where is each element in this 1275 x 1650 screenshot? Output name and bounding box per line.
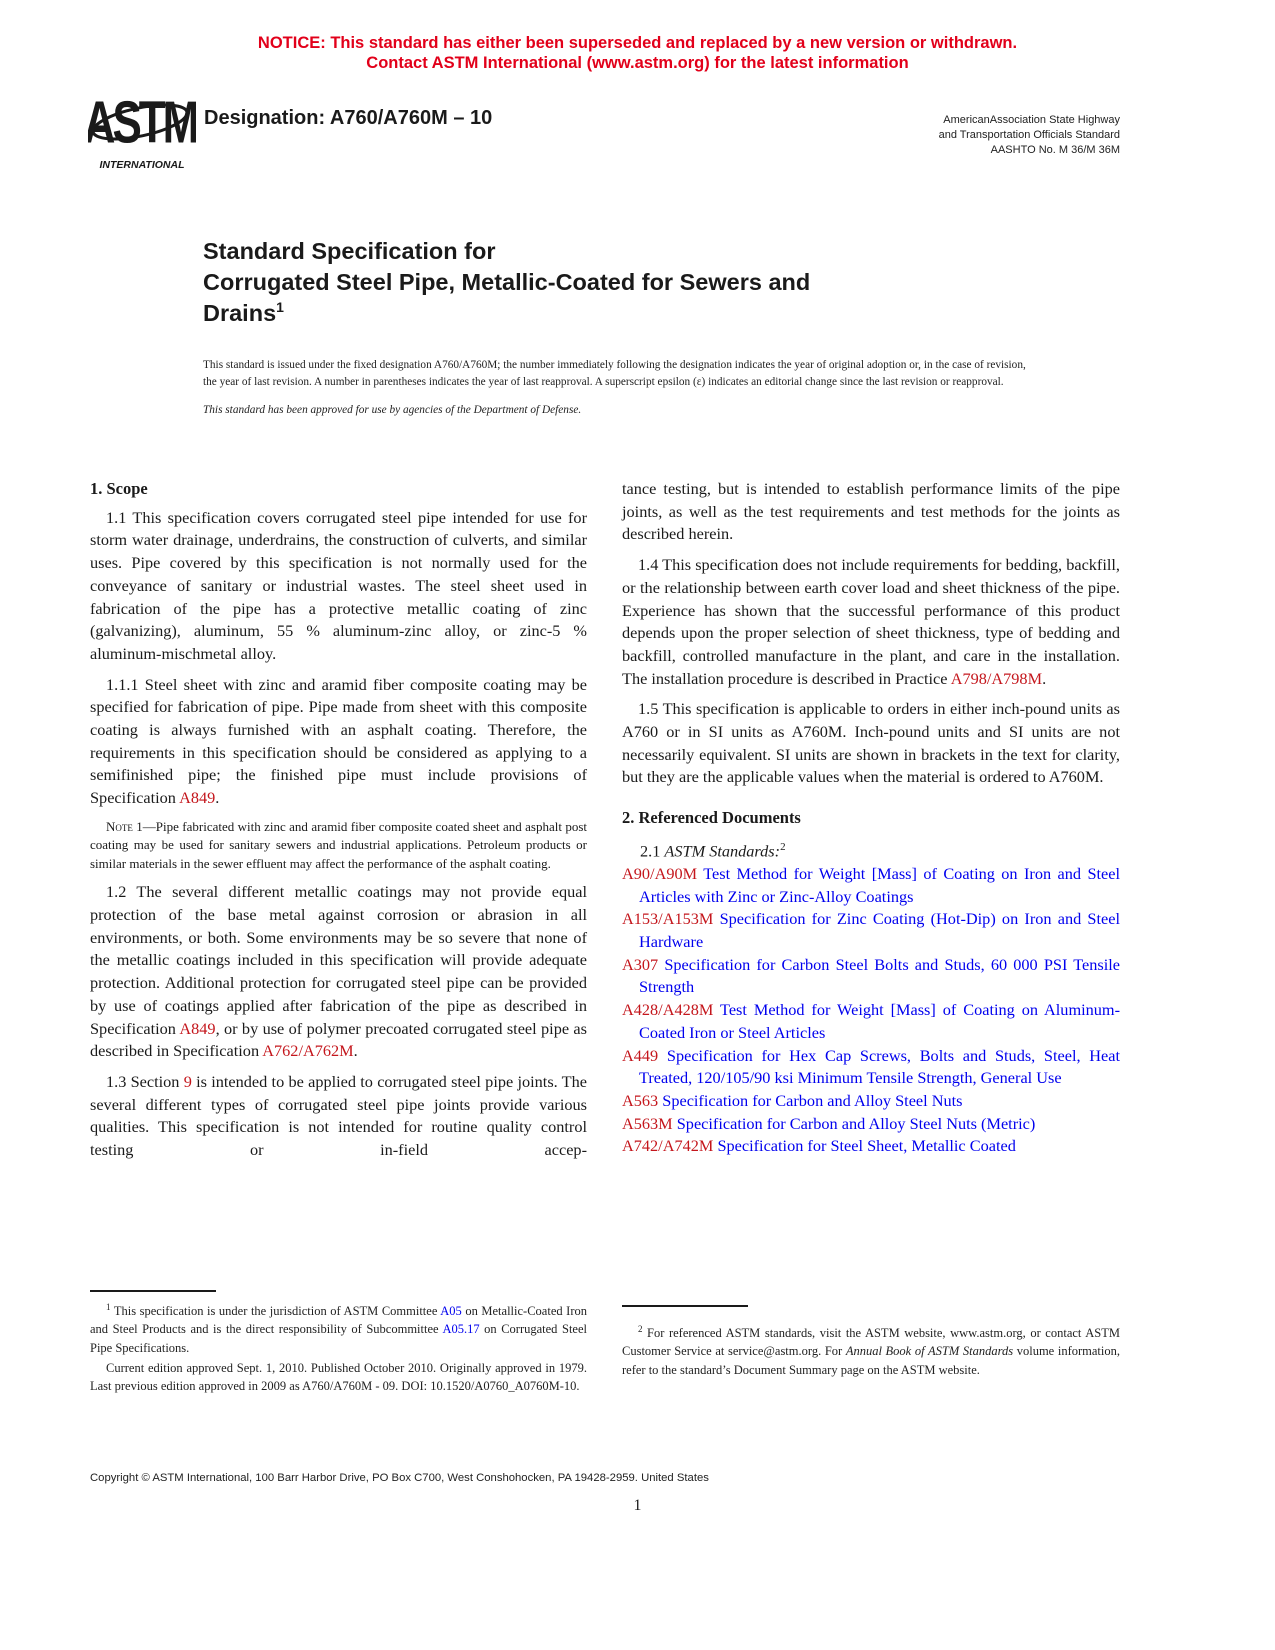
- paragraph-1-4: [622, 554, 1120, 690]
- reference-item[interactable]: [622, 908, 1120, 953]
- note-text: —Pipe fabricated with zinc and aramid fiber composite coated sheet and asphalt post coating may be used for sanitary sewers and industrial applications. Petroleum products or similar materials in the sewer effluent may affect the performance of the asphalt coating.: [90, 818, 587, 871]
- notice-line-1: NOTICE: This standard has either been superseded and replaced by a new version or withdrawn.: [257, 34, 1018, 52]
- document-title: [203, 236, 810, 329]
- p13-rest: is intended to be applied to corrugated steel pipe joints. The several different types of corrugated steel pipe joints provide various qualities. This specification is not intended for routine quality control testing or in-field accep-: [90, 1071, 587, 1160]
- fn2-text: For referenced ASTM standards, visit the ASTM website, www.astm.org, or contact ASTM Customer Service at service@astm.org. For: [622, 1326, 1120, 1359]
- title-line-3: [203, 298, 810, 329]
- link-subcommittee-a05-17[interactable]: A05.17: [442, 1322, 480, 1337]
- ref-code[interactable]: A90/A90M: [622, 863, 698, 883]
- footnote-divider-right: [622, 1305, 748, 1307]
- paragraph-1-3: [90, 1071, 587, 1162]
- paragraph-1-5: 1.5 This specification is applicable to orders in either inch-pound units as A760 or in SI units as A760M. Inch-pound units and SI units are not necessarily equivalent. SI units are shown in brackets in the text for clarity, but they are the applicable values when the material is ordered to A760M.: [622, 699, 1120, 787]
- reference-item[interactable]: [622, 1090, 1120, 1113]
- footnote-1-para-2: Current edition approved Sept. 1, 2010. Published October 2010. Originally approved in 1979. Last previous edition approved in 2009 as A760/A760M - 09. DOI: 10.1520/A0760_A0760M-10.: [90, 1361, 587, 1394]
- title-line-1: Standard Specification for: [203, 238, 496, 264]
- paragraph-1-1: 1.1 This specification covers corrugated steel pipe intended for use for storm water drainage, underdrains, the construction of culverts, and similar uses. Pipe covered by this specification is not normally used for the conveyance of sanitary or industrial wastes. The steel sheet used in fabrication of the pipe has a protective metallic coating of zinc (galvanizing), aluminum, 55 % aluminum-zinc alloy, or zinc-5 % aluminum-mischmetal alloy.: [90, 507, 587, 663]
- supersession-notice: [0, 33, 1275, 73]
- fn2-mark: 2: [638, 1324, 643, 1334]
- ref-code[interactable]: A563M: [622, 1113, 673, 1133]
- link-a849[interactable]: A849: [179, 788, 216, 808]
- subsection-2-1: [622, 836, 1120, 863]
- dod-approval-note: This standard has been approved for use by agencies of the Department of Defense.: [203, 404, 582, 416]
- footnote-2: [622, 1320, 1120, 1381]
- ref-title[interactable]: Test Method for Weight [Mass] of Coating on Aluminum-Coated Iron or Steel Articles: [639, 1000, 1120, 1042]
- aashto-line-1: AmericanAssociation State Highway: [943, 114, 1120, 126]
- astm-logo: [88, 82, 196, 172]
- copyright-notice: Copyright © ASTM International, 100 Barr Harbor Drive, PO Box C700, West Conshohocken, PA 19428-2959. United States: [90, 1472, 709, 1484]
- link-section-9[interactable]: 9: [183, 1071, 192, 1091]
- astm-international-logo-icon: [88, 82, 196, 172]
- fn1-mark: 1: [106, 1302, 111, 1312]
- ref-title[interactable]: Test Method for Weight [Mass] of Coating on Iron and Steel Articles with Zinc or Zinc-Alloy Coatings: [639, 863, 1120, 906]
- paragraph-1-2: [90, 881, 587, 1063]
- note-1: [90, 818, 587, 874]
- footnote-divider-left: [90, 1290, 216, 1292]
- preamble: [203, 357, 1033, 419]
- aashto-line-3: AASHTO No. M 36/M 36M: [990, 144, 1120, 156]
- paragraph-1-3-continued: tance testing, but is intended to establish performance limits of the pipe joints, as well as the test requirements and test methods for the joints as described herein.: [622, 479, 1120, 544]
- right-column: [622, 478, 1120, 1158]
- footnote-1: [90, 1298, 587, 1398]
- sub-label: ASTM Standards:: [664, 841, 781, 861]
- title-footnote-mark[interactable]: 1: [276, 299, 284, 315]
- fn1-text: This specification is under the jurisdiction of ASTM Committee: [110, 1304, 441, 1319]
- aashto-standard-note: [939, 113, 1120, 158]
- svg-text:INTERNATIONAL: INTERNATIONAL: [99, 159, 185, 171]
- notice-line-2: Contact ASTM International (www.astm.org) for the latest information: [366, 54, 909, 72]
- reference-item[interactable]: [622, 999, 1120, 1044]
- note-label: Note 1: [106, 818, 143, 834]
- designation: Designation: A760/A760M – 10: [204, 107, 493, 129]
- ref-code[interactable]: A449: [622, 1045, 659, 1065]
- ref-title[interactable]: Specification for Hex Cap Screws, Bolts and Studs, Steel, Heat Treated, 120/105/90 ksi Minimum Tensile Strength, General Use: [639, 1045, 1120, 1088]
- section-2-heading: 2. Referenced Documents: [622, 808, 801, 828]
- link-committee-a05[interactable]: A05: [440, 1304, 462, 1319]
- link-a849-2[interactable]: A849: [179, 1018, 216, 1038]
- link-a762[interactable]: A762/A762M: [262, 1041, 354, 1061]
- ref-title[interactable]: Specification for Zinc Coating (Hot-Dip) on Iron and Steel Hardware: [639, 909, 1120, 952]
- reference-item[interactable]: [622, 863, 1120, 908]
- ref-title[interactable]: Specification for Carbon Steel Bolts and Studs, 60 000 PSI Tensile Strength: [639, 954, 1121, 997]
- ref-code[interactable]: A428/A428M: [622, 1000, 714, 1020]
- p14-end: .: [1042, 668, 1047, 688]
- page-number: 1: [633, 1497, 642, 1514]
- reference-item[interactable]: [622, 954, 1120, 999]
- title-line-2: Corrugated Steel Pipe, Metallic-Coated for Sewers and: [203, 269, 811, 295]
- p12-text: 1.2 The several different metallic coatings may not provide equal protection of the base metal against corrosion or abrasion in all environments, or both. Some environments may be so severe that none of the metallic coatings included in this specification will provide adequate protection. Additional protection for corrugated steel pipe can be provided by use of coatings applied after fabrication of the pipe as described in Specification: [90, 882, 587, 1038]
- preamble-text: This standard is issued under the fixed designation A760/A760M; the number immediately following the designation indicates the year of original adoption or, in the case of revision, the year of last revision. A number in parentheses indicates the year of last reapproval. A superscript epsilon (ε) indicates an editorial change since the last revision or reapproval.: [203, 359, 1026, 388]
- reference-list: [622, 863, 1120, 1158]
- link-a798[interactable]: A798/A798M: [950, 668, 1043, 688]
- p13-text: 1.3 Section: [106, 1071, 184, 1091]
- p111-end: .: [215, 788, 220, 808]
- footnote-1-para-1: [90, 1298, 587, 1357]
- sub-number: 2.1: [640, 841, 665, 861]
- svg-text:ASTM: ASTM: [88, 90, 196, 157]
- ref-code[interactable]: A742/A742M: [622, 1136, 714, 1156]
- ref-title[interactable]: Specification for Carbon and Alloy Steel Nuts: [662, 1091, 963, 1110]
- ref-code[interactable]: A153/A153M: [622, 909, 714, 929]
- ref-title[interactable]: Specification for Carbon and Alloy Steel Nuts (Metric): [676, 1113, 1036, 1133]
- fn2-italic: Annual Book of ASTM Standards: [845, 1344, 1014, 1359]
- ref-title[interactable]: Specification for Steel Sheet, Metallic Coated: [717, 1136, 1016, 1156]
- reference-item[interactable]: [622, 1045, 1120, 1090]
- title-drains: Drains: [203, 300, 277, 326]
- fn2-end: volume information, refer to the standard’s Document Summary page on the ASTM website.: [622, 1344, 1120, 1377]
- section-1-heading: 1. Scope: [90, 479, 148, 498]
- paragraph-1-1-1: [90, 674, 587, 810]
- aashto-line-2: and Transportation Officials Standard: [938, 129, 1120, 141]
- ref-code[interactable]: A563: [622, 1091, 659, 1110]
- fn1-mid: on Metallic-Coated Iron and Steel Products and is the direct responsibility of Subcommittee: [90, 1304, 587, 1337]
- reference-item[interactable]: [622, 1135, 1120, 1158]
- p14-text: 1.4 This specification does not include requirements for bedding, backfill, or the relationship between earth cover load and sheet thickness of the pipe. Experience has shown that the successful performance of this product depends upon the proper selection of sheet thickness, type of bedding and backfill, controlled manufacture in the plant, and care in the installation. The installation procedure is described in Practice: [622, 555, 1120, 688]
- reference-item[interactable]: [622, 1113, 1120, 1136]
- p12-mid: , or by use of polymer precoated corrugated steel pipe as described in Specification: [90, 1018, 587, 1061]
- p12-end: .: [353, 1041, 358, 1061]
- ref-code[interactable]: A307: [622, 954, 659, 974]
- footnote-2-para: [622, 1320, 1120, 1379]
- p111-text: 1.1.1 Steel sheet with zinc and aramid fiber composite coating may be specified for fabrication of pipe. Pipe made from sheet with this composite coating is always furnished with an asphalt coating. Therefore, the requirements in this specification should be considered as applying to a semifinished pipe; the finished pipe must include provisions of Specification: [90, 674, 587, 808]
- left-column: [90, 478, 587, 1170]
- footnote-2-mark[interactable]: 2: [780, 840, 786, 853]
- fn1-end: on Corrugated Steel Pipe Specifications.: [90, 1322, 587, 1355]
